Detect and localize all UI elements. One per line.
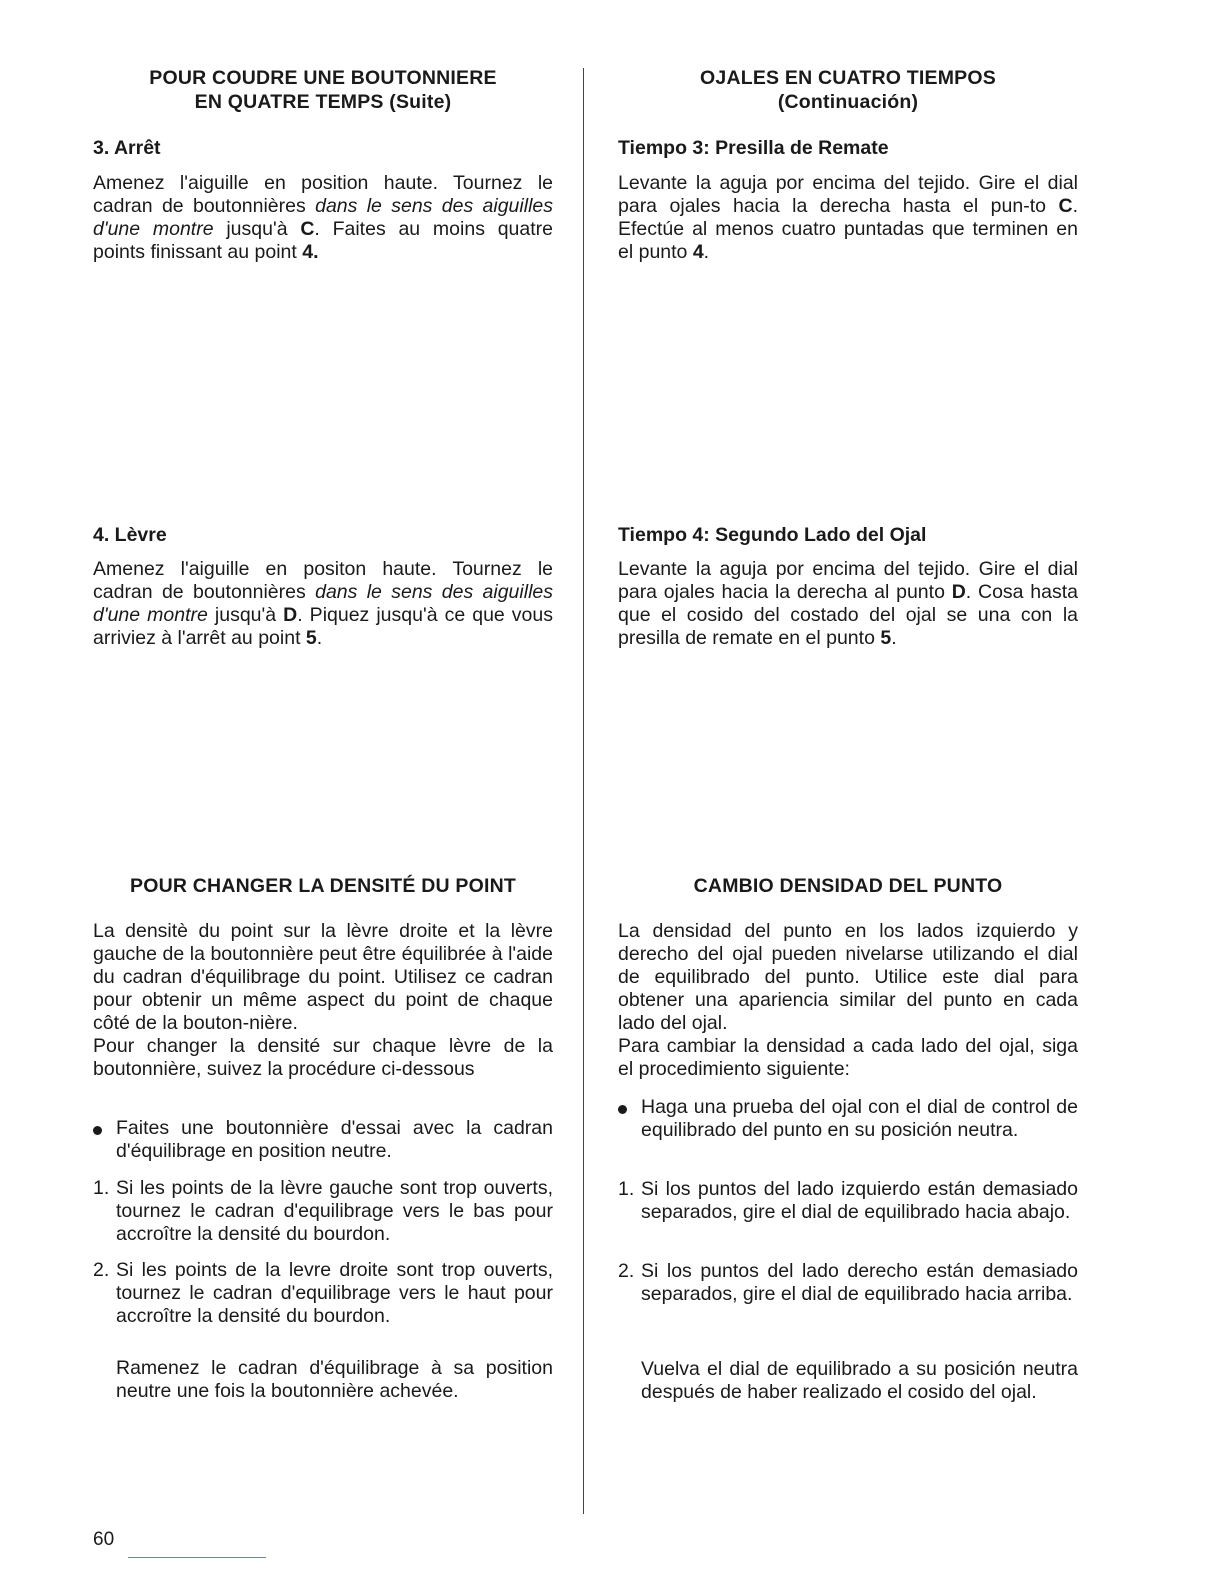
spanish-density-heading: CAMBIO DENSIDAD DEL PUNTO <box>693 875 1003 897</box>
spanish-density-item-2: 2. Si los puntos del lado derecho están demasiado separados, gire el dial de equilibrado hacia arriba. <box>618 1260 1078 1305</box>
spanish-density-closing: Vuelva el dial de equilibrado a su posición neutra después de haber realizado el cosido del ojal. <box>641 1358 1078 1403</box>
french-density-item-1: 1. Si les points de la lèvre gauche sont trop ouverts, tournez le cadran d'equilibrage vers le bas pour accroître la densité du bourdon. <box>93 1177 553 1245</box>
bullet-icon <box>618 1105 627 1114</box>
french-density-item-2: 2. Si les points de la levre droite sont trop ouverts, tournez le cadran d'equilibrage vers le haut pour accroître la densité du bourdon. <box>93 1259 553 1327</box>
french-main-heading <box>93 66 553 114</box>
spanish-step4-text: Levante la aguja por encima del tejido. Gire el dial para ojales hacia la derecha al punto D. Cosa hasta que el cosido del costado del ojal se una con la presilla de remate en el punto 5. <box>618 558 1079 649</box>
french-heading-line2: EN QUATRE TEMPS (Suite) <box>194 91 452 113</box>
spanish-density-bullet: Haga una prueba del ojal con el dial de control de equilibrado del punto en su posición neutra. <box>618 1096 1078 1142</box>
french-step4-title: 4. Lèvre <box>93 524 167 546</box>
spanish-step4-title: Tiempo 4: Segundo Lado del Ojal <box>618 524 927 546</box>
spanish-heading-line1: OJALES EN CUATRO TIEMPOS <box>700 67 996 89</box>
french-step3-title: 3. Arrêt <box>93 137 161 159</box>
spanish-density-item-1: 1. Si los puntos del lado izquierdo están demasiado separados, gire el dial de equilibrado hacia abajo. <box>618 1178 1078 1223</box>
page-number: 60 <box>93 1529 115 1550</box>
spanish-step3-text: Levante la aguja por encima del tejido. Gire el dial para ojales hacia la derecha hasta el pun-to C. Efectúe al menos cuatro puntadas que terminen en el punto 4. <box>618 172 1078 263</box>
french-step3-text: Amenez l'aiguille en position haute. Tournez le cadran de boutonnières dans le sens des aiguilles d'une montre jusqu'à C. Faites au moins quatre points finissant au point 4. <box>93 172 554 263</box>
spanish-density-intro: La densidad del punto en los lados izquierdo y derecho del ojal pueden nivelarse utilizando el dial de equilibrado del punto. Utilice este dial para obtener una apariencia similar del punto en cada lado del ojal. Para cambiar la densidad a cada lado del ojal, siga el procedimiento siguiente: <box>618 920 1078 1080</box>
french-density-intro: La densitè du point sur la lèvre droite et la lèvre gauche de la boutonnière peut être équilibrée à l'aide du cadran d'équilibrage du point. Utilisez ce cadran pour obtenir un même aspect du point de chaque côté de la bouton-nière. Pour changer la densité sur chaque lèvre de la boutonnière, suivez la procédure ci-dessous <box>93 920 553 1080</box>
bullet-icon <box>93 1126 102 1135</box>
french-heading-line1: POUR COUDRE UNE BOUTONNIERE <box>149 67 497 89</box>
spanish-heading-line2: (Continuación) <box>777 91 919 113</box>
spanish-main-heading <box>618 66 1078 114</box>
footer-rule <box>128 1557 266 1558</box>
column-divider <box>583 68 584 1514</box>
french-density-closing: Ramenez le cadran d'équilibrage à sa position neutre une fois la boutonnière achevée. <box>116 1357 553 1402</box>
french-column <box>93 0 553 1584</box>
french-step4-text: Amenez l'aiguille en positon haute. Tournez le cadran de boutonnières dans le sens des aiguilles d'une montre jusqu'à D. Piquez jusqu'à ce que vous arriviez à l'arrêt au point 5. <box>93 558 553 649</box>
spanish-column <box>618 0 1078 1584</box>
spanish-step3-title: Tiempo 3: Presilla de Remate <box>618 137 889 159</box>
french-density-bullet: Faites une boutonnière d'essai avec la cadran d'équilibrage en position neutre. <box>93 1117 553 1163</box>
french-density-heading: POUR CHANGER LA DENSITÉ DU POINT <box>130 875 516 897</box>
